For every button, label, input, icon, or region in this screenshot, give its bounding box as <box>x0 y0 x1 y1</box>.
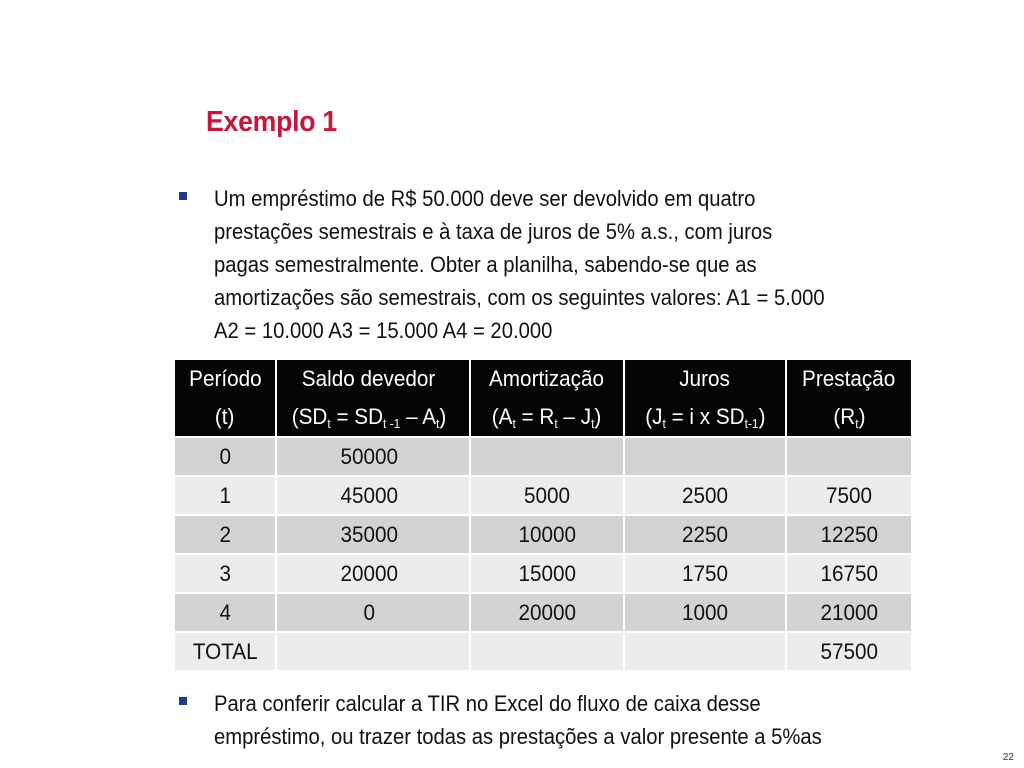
cell-saldo: 20000 <box>276 554 470 593</box>
cell-amortizacao: 15000 <box>470 554 624 593</box>
cell-total-label: TOTAL <box>174 632 276 671</box>
cell-saldo <box>276 632 470 671</box>
header-amortizacao: Amortização <box>470 359 624 398</box>
formula-prestacao: $(R_t)$ <box>786 398 912 437</box>
cell-periodo: 0 <box>174 437 276 476</box>
intro-line: amortizações são semestrais, com os seguintes valores: A1 = 5.000 <box>214 285 825 310</box>
formula-amortizacao: $(A_t = R_t - J_t)$ <box>470 398 624 437</box>
cell-prestacao: 16750 <box>786 554 912 593</box>
cell-saldo: 0 <box>276 593 470 632</box>
intro-line: prestações semestrais e à taxa de juros de 5% a.s., com juros <box>214 219 773 244</box>
cell-prestacao: 21000 <box>786 593 912 632</box>
cell-prestacao: 7500 <box>786 476 912 515</box>
cell-amortizacao <box>470 437 624 476</box>
header-prestacao: Prestação <box>786 359 912 398</box>
slide-title: Exemplo 1 <box>206 106 337 138</box>
header-saldo-devedor: Saldo devedor <box>276 359 470 398</box>
formula-juros: ($J_t = i$ x $SD_{t-1}$) <box>624 398 786 437</box>
cell-juros <box>624 632 786 671</box>
outro-paragraph <box>214 687 925 753</box>
table-row <box>174 515 912 554</box>
cell-juros <box>624 437 786 476</box>
intro-line: pagas semestralmente. Obter a planilha, sabendo-se que as <box>214 252 757 277</box>
outro-line: Para conferir calcular a TIR no Excel do fluxo de caixa desse <box>214 691 761 716</box>
intro-line: Um empréstimo de R$ 50.000 deve ser devolvido em quatro <box>214 186 756 211</box>
table-row <box>174 437 912 476</box>
cell-saldo: 45000 <box>276 476 470 515</box>
bullet-marker-intro <box>179 192 187 200</box>
cell-prestacao: 12250 <box>786 515 912 554</box>
intro-line: A2 = 10.000 A3 = 15.000 A4 = 20.000 <box>214 318 553 343</box>
table-row <box>174 554 912 593</box>
cell-periodo: 3 <box>174 554 276 593</box>
bullet-marker-outro <box>179 697 187 705</box>
cell-periodo: 2 <box>174 515 276 554</box>
outro-line: empréstimo, ou trazer todas as prestações a valor presente a 5%as <box>214 724 822 749</box>
formula-row <box>174 398 912 437</box>
intro-paragraph <box>214 182 925 347</box>
cell-juros: 1000 <box>624 593 786 632</box>
header-juros: Juros <box>624 359 786 398</box>
cell-total-prestacao: 57500 <box>786 632 912 671</box>
cell-amortizacao: 10000 <box>470 515 624 554</box>
total-row <box>174 632 912 671</box>
cell-juros: 2250 <box>624 515 786 554</box>
cell-periodo: 1 <box>174 476 276 515</box>
cell-juros: 1750 <box>624 554 786 593</box>
page-number: 22 <box>1002 752 1014 763</box>
cell-saldo: 35000 <box>276 515 470 554</box>
cell-prestacao <box>786 437 912 476</box>
cell-saldo: 50000 <box>276 437 470 476</box>
table-row <box>174 476 912 515</box>
amortization-table <box>173 358 913 672</box>
cell-amortizacao: 20000 <box>470 593 624 632</box>
cell-amortizacao <box>470 632 624 671</box>
formula-periodo: (t) <box>174 398 276 437</box>
cell-amortizacao: 5000 <box>470 476 624 515</box>
table-row <box>174 593 912 632</box>
cell-periodo: 4 <box>174 593 276 632</box>
header-periodo: Período <box>174 359 276 398</box>
cell-juros: 2500 <box>624 476 786 515</box>
formula-saldo: $(SD_t = SD_{t -1} - A_t)$ <box>276 398 470 437</box>
header-row <box>174 359 912 398</box>
